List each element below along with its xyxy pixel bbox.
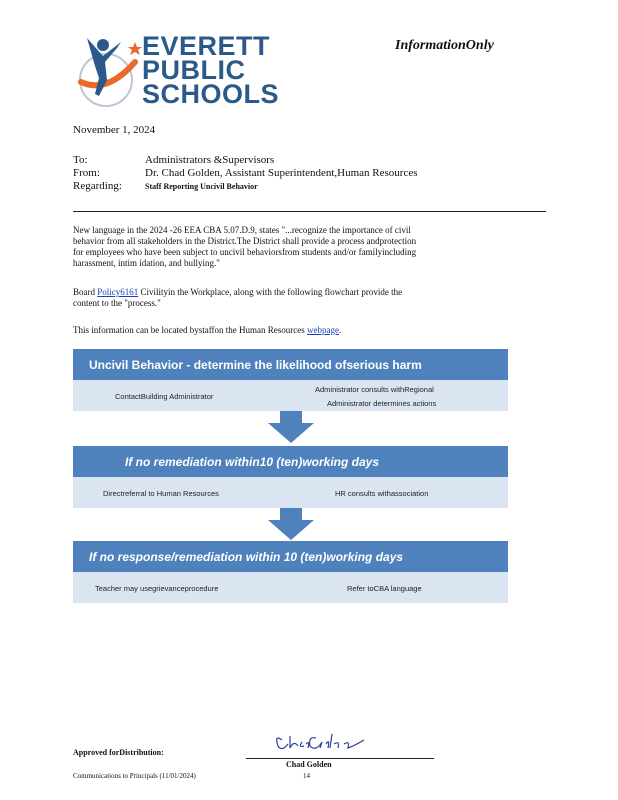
para1-line3: for employees who have been subject to uncivil behaviorsfrom students and/or familyincluding <box>73 247 417 257</box>
flow-step-3-right1: Refer toCBA language <box>347 584 422 593</box>
distribution-note: Communications to Principals (11/01/2024) <box>73 772 196 780</box>
logo-figure-icon <box>73 32 143 110</box>
para2-rest: Civilityin the Workplace, along with the following flowchart provide the <box>140 287 403 297</box>
policy-link[interactable]: Policy6161 <box>97 287 139 297</box>
logo-line-1: EVERETT <box>142 31 271 61</box>
logo-line-2: PUBLIC <box>142 55 246 85</box>
information-only-label: InformationOnly <box>395 38 494 53</box>
approved-label: Approved forDistribution: <box>73 748 164 757</box>
para3-suffix: . <box>339 325 342 335</box>
from-value: Dr. Chad Golden, Assistant Superintendent,Human Resources <box>145 167 418 179</box>
divider <box>73 211 546 212</box>
webpage-link[interactable]: webpage <box>307 325 340 335</box>
flow-step-1-title: Uncivil Behavior - determine the likelihood ofserious harm <box>73 349 508 380</box>
flow-step-2-right1: HR consults withassociation <box>335 489 429 498</box>
para3-text: This information can be located bystaffon the Human Resources <box>73 325 305 335</box>
regarding-row <box>73 180 258 192</box>
flow-step-1-right2: Administrator determines actions <box>327 399 437 408</box>
regarding-label: Regarding: <box>73 180 122 192</box>
down-arrow-icon <box>268 411 314 443</box>
from-label: From: <box>73 167 100 179</box>
flow-step-2-left: Directreferral to Human Resources <box>103 489 219 498</box>
regarding-value: Staff Reporting Uncivil Behavior <box>145 182 258 191</box>
signer-name: Chad Golden <box>286 760 332 769</box>
flow-step-3-left: Teacher may usegrievanceprocedure <box>95 584 219 593</box>
flow-step-1-detail <box>73 380 508 411</box>
signature-line <box>246 758 434 759</box>
para1-line4: harassment, intim idation, and bullying." <box>73 258 220 268</box>
page-number: 14 <box>303 772 310 780</box>
para2-prefix: Board <box>73 287 95 297</box>
flow-step-3-detail <box>73 572 508 603</box>
paragraph-location <box>73 325 508 336</box>
to-label: To: <box>73 154 88 166</box>
from-row <box>73 167 418 179</box>
to-value: Administrators &Supervisors <box>145 154 275 166</box>
logo-line-3: SCHOOLS <box>142 79 280 109</box>
para1-line1: New language in the 2024 -26 EEA CBA 5.07.D.9, states "...recognize the importance of civil <box>73 225 411 235</box>
flow-step-2-detail <box>73 477 508 508</box>
down-arrow-icon <box>268 508 314 540</box>
flow-step-1-left: ContactBuilding Administrator <box>115 392 214 401</box>
logo-text <box>142 31 280 109</box>
paragraph-policy <box>73 287 508 309</box>
flow-step-3-title: If no response/remediation within 10 (ten)working days <box>73 541 508 572</box>
flow-step-1-right1: Administrator consults withRegional <box>315 385 434 394</box>
para2-line2: content to the "process." <box>73 298 161 308</box>
signature <box>272 728 368 756</box>
flow-step-2-title: If no remediation within10 (ten)working days <box>73 446 508 477</box>
memo-date: November 1, 2024 <box>73 124 156 136</box>
para1-line2: behavior from all stakeholders in the District.The District shall provide a process andprotection <box>73 236 417 246</box>
paragraph-language <box>73 225 508 269</box>
to-row <box>73 154 274 166</box>
